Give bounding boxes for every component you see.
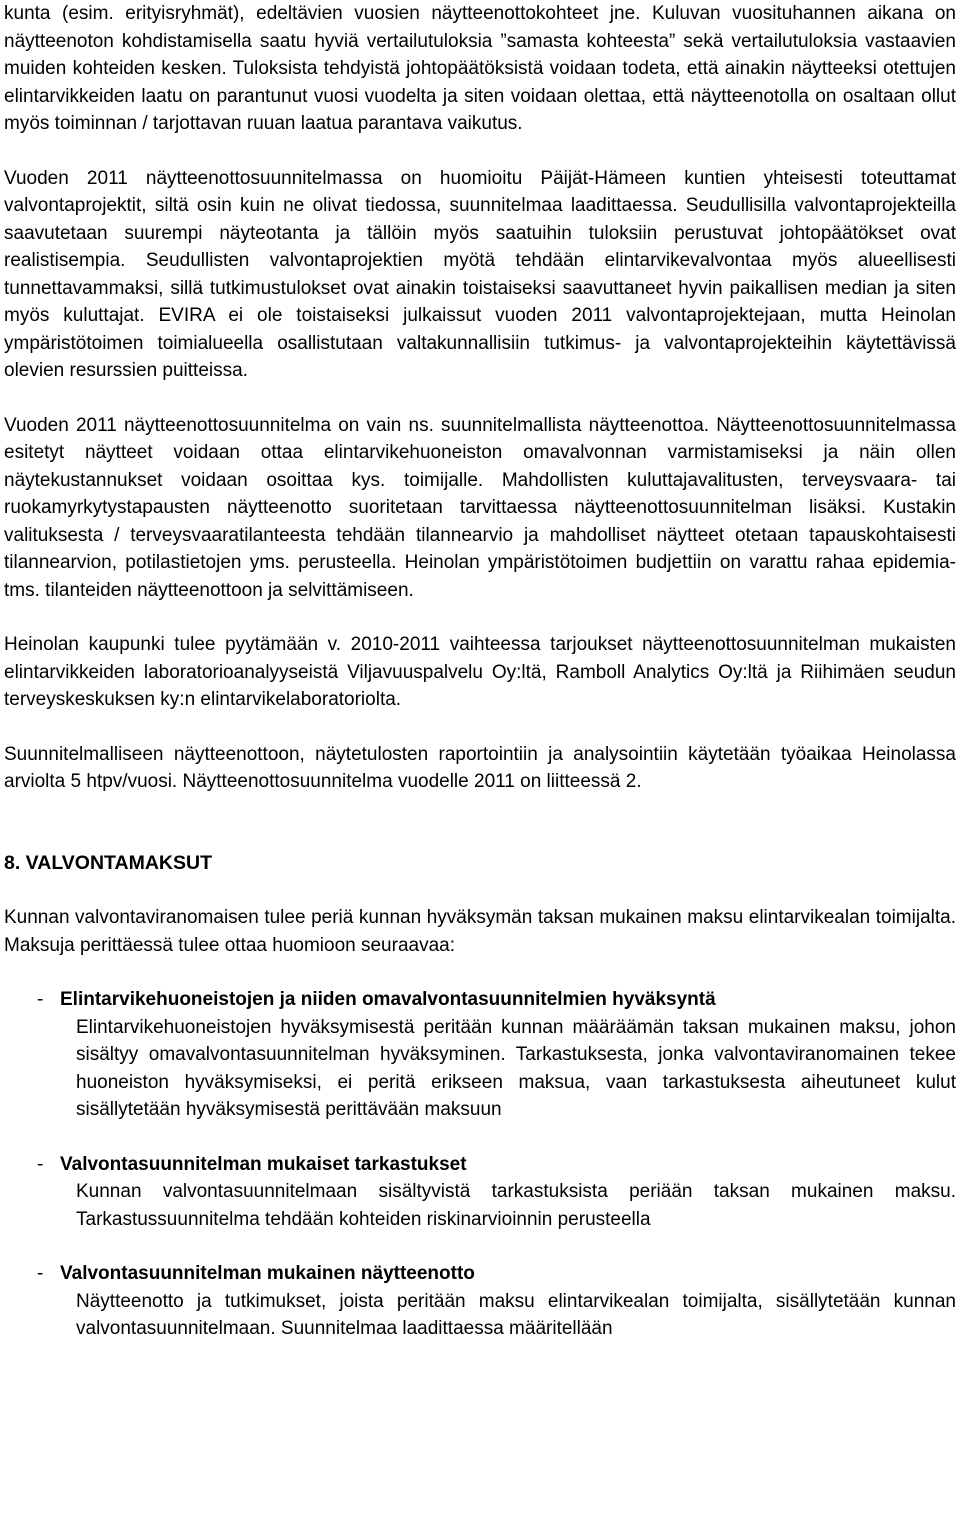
paragraph-gap xyxy=(4,959,956,986)
paragraph-gap xyxy=(4,877,956,904)
paragraph-gap xyxy=(4,1124,956,1151)
section-heading: 8. VALVONTAMAKSUT xyxy=(4,851,212,874)
paragraph-gap xyxy=(4,796,956,823)
paragraph-regional-projects: Vuoden 2011 näytteenottosuunnitelmassa on huomioitu Päijät-Hämeen kuntien yhteisesti toteuttamat valvontaprojektit, siltä osin kuin ne olivat tiedossa, suunnitelmaa laadittaessa. Seudullisilla valvontaprojekteilla saavutetaan suurempi näyteotanta ja tällöin myös saatuihin tuloksiin perustuvat johtopäätökset ovat realistisempia. Seudullisten valvontaprojektien myötä tehdään elintarvikevalvontaa myös alueellisesti tunnettavammaksi, sillä tutkimustulokset ovat ainakin toistaiseksi saavuttaneet hyvin paikallisen median ja siten myös kuluttajat. EVIRA ei ole toistaiseksi julkaissut vuoden 2011 valvontaprojektejaan, mutta Heinolan ympäristötoimen toimialueella osallistutaan valtakunnallisiin tutkimus- ja valvontaprojekteihin käytettävissä olevien resurssien puitteissa. xyxy=(4,167,956,381)
bullet-dash: - xyxy=(37,1263,44,1284)
list-item-body: Kunnan valvontasuunnitelmaan sisältyvistä tarkastuksista periään taksan mukainen maksu. Tarkastussuunnitelma tehdään kohteiden riskinarvioinnin perusteella xyxy=(76,1181,956,1230)
paragraph-gap xyxy=(4,385,956,412)
paragraph-working-time: Suunnitelmalliseen näytteenottoon, näytetulosten raportointiin ja analysointiin käytetään työaikaa Heinolassa arviolta 5 htpv/vuosi. Näytteenottosuunnitelma vuodelle 2011 on liitteessä 2. xyxy=(4,743,956,792)
paragraph-gap xyxy=(4,1233,956,1260)
paragraph-sampling-plan: Vuoden 2011 näytteenottosuunnitelma on vain ns. suunnitelmallista näytteenottoa. Näytteenottosuunnitelmassa esitetyt näytteet voidaan ottaa elintarvikehuoneiston omavalvonnan varmistamiseksi ja näin ollen näytekustannukset voidaan osoittaa kys. toimijalle. Mahdollisten kuluttajavalitusten, terveysvaara- tai ruokamyrkytystapausten näytteenotto suoritetaan tarvittaessa näytteenottosuunnitelman lisäksi. Kustakin valituksesta / terveysvaaratilanteesta tehdään tilannearvio ja mahdolliset näytteet otetaan tapauskohtaisesti tilannearvion, potilastietojen yms. perusteella. Heinolan ympäristötoimen budjettiin on varattu rahaa epidemia- tms. tilanteiden näytteenottoon ja selvittämiseen. xyxy=(4,414,956,601)
document-page xyxy=(4,0,956,1343)
paragraph-laboratory-offers: Heinolan kaupunki tulee pyytämään v. 2010-2011 vaihteessa tarjoukset näytteenottosuunnitelman mukaisten elintarvikkeiden laboratorioanalyyseistä Viljavuuspalvelu Oy:ltä, Ramboll Analytics Oy:ltä ja Riihimäen seudun terveyskeskuksen ky:n elintarvikelaboratoriolta. xyxy=(4,634,956,710)
list-item xyxy=(4,986,956,1124)
list-item xyxy=(4,1260,956,1343)
list-item-body: Elintarvikehuoneistojen hyväksymisestä peritään kunnan määräämän taksan mukainen maksu, johon sisältyy omavalvontasuunnitelman hyväksyminen. Tarkastuksesta, jonka valvontaviranomainen tekee huoneiston hyväksymiseksi, ei peritä erikseen maksua, vaan tarkastuksesta aiheutuneet kulut sisällytetään hyväksymisestä perittävään maksuun xyxy=(76,1016,956,1120)
paragraph-gap xyxy=(4,604,956,631)
list-item-title: Elintarvikehuoneistojen ja niiden omavalvontasuunnitelmien hyväksyntä xyxy=(60,989,716,1010)
bullet-dash: - xyxy=(37,989,44,1010)
bullet-dash: - xyxy=(37,1153,44,1175)
section-intro: Kunnan valvontaviranomaisen tulee periä kunnan hyväksymän taksan mukainen maksu elintarvikealan toimijalta. Maksuja perittäessä tulee ottaa huomioon seuraavaa: xyxy=(4,907,956,956)
paragraph-sampling-results: kunta (esim. erityisryhmät), edeltävien vuosien näytteenottokohteet jne. Kuluvan vuosituhannen aikana on näytteenoton kohdistamisella saatu hyviä vertailutuloksia ”samasta kohteesta” sekä vertailutuloksia vastaavien muiden kohteiden kesken. Tuloksista tehdyistä johtopäätöksistä voidaan todeta, että ainakin näytteeksi otettujen elintarvikkeiden laatu on parantunut vuosi vuodelta ja siten voidaan olettaa, että näytteenotolla on osaltaan ollut myös toiminnan / tarjottavan ruuan laatua parantava vaikutus. xyxy=(4,3,956,134)
list-item-body: Näytteenotto ja tutkimukset, joista peritään maksu elintarvikealan toimijalta, sisällytetään kunnan valvontasuunnitelmaan. Suunnitelmaa laadittaessa määritellään xyxy=(76,1290,956,1339)
list-item-title: Valvontasuunnitelman mukaiset tarkastukset xyxy=(60,1153,467,1175)
paragraph-gap xyxy=(4,138,956,165)
paragraph-gap xyxy=(4,823,956,850)
paragraph-gap xyxy=(4,714,956,741)
list-item xyxy=(4,1151,956,1234)
list-item-title: Valvontasuunnitelman mukainen näytteenotto xyxy=(60,1263,475,1284)
